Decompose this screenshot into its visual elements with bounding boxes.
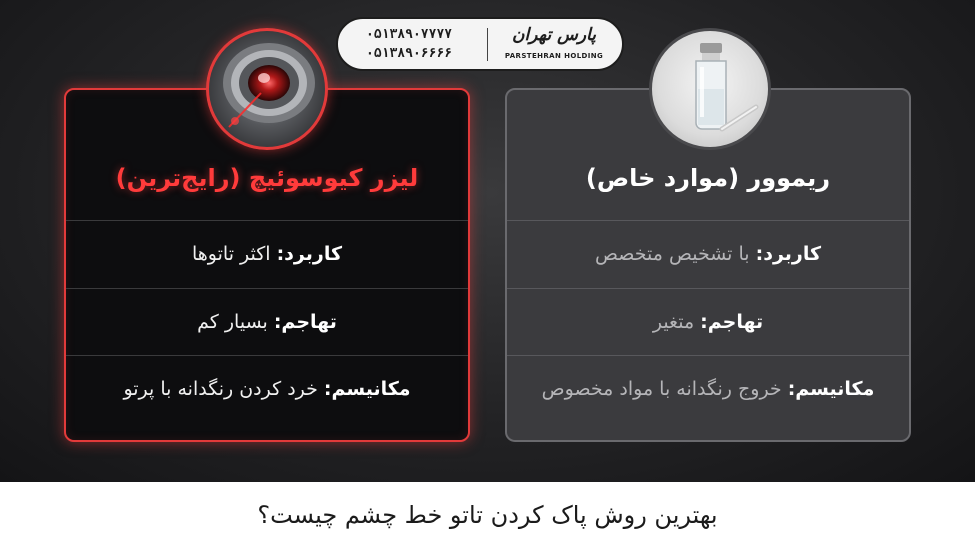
row-mechanism — [507, 356, 909, 422]
row-label: کاربرد: — [755, 243, 822, 265]
card-title: ریموور (موارد خاص) — [585, 164, 831, 192]
row-value: متغیر — [652, 311, 695, 333]
row-value: بسیار کم — [197, 311, 268, 333]
row-label: تهاجم: — [273, 311, 337, 333]
row-label: کاربرد: — [276, 243, 343, 265]
row-mechanism — [66, 356, 468, 422]
phone-number-1[interactable]: ۰۵۱۳۸۹۰۷۷۷۷ — [366, 27, 453, 42]
phone-number-2[interactable]: ۰۵۱۳۸۹۰۶۶۶۶ — [366, 46, 453, 61]
header-divider — [487, 28, 488, 61]
row-invasiveness — [507, 289, 909, 355]
row-value: خرد کردن رنگدانه با پرتو — [123, 378, 318, 400]
brand-subtitle: PARSTEHRAN HOLDING — [504, 52, 604, 60]
row-label: مکانیسم: — [787, 378, 875, 400]
page-caption: بهترین روش پاک کردن تاتو خط چشم چیست؟ — [257, 501, 718, 529]
row-usage — [507, 221, 909, 287]
row-value: خروج رنگدانه با مواد مخصوص — [541, 378, 782, 400]
row-usage — [66, 221, 468, 287]
vial-syringe-icon — [649, 28, 771, 150]
row-label: مکانیسم: — [323, 378, 411, 400]
brand-logo: پارس تهران — [512, 25, 596, 45]
phone-numbers — [366, 25, 478, 63]
brand-header — [336, 17, 624, 71]
card-title: لیزر کیوسوئیچ (رایج‌ترین) — [115, 164, 419, 192]
row-value: اکثر تاتوها — [192, 243, 271, 265]
row-value: با تشخیص متخصص — [594, 243, 750, 265]
row-label: تهاجم: — [700, 311, 764, 333]
row-invasiveness — [66, 289, 468, 355]
laser-lens-icon — [206, 28, 328, 150]
